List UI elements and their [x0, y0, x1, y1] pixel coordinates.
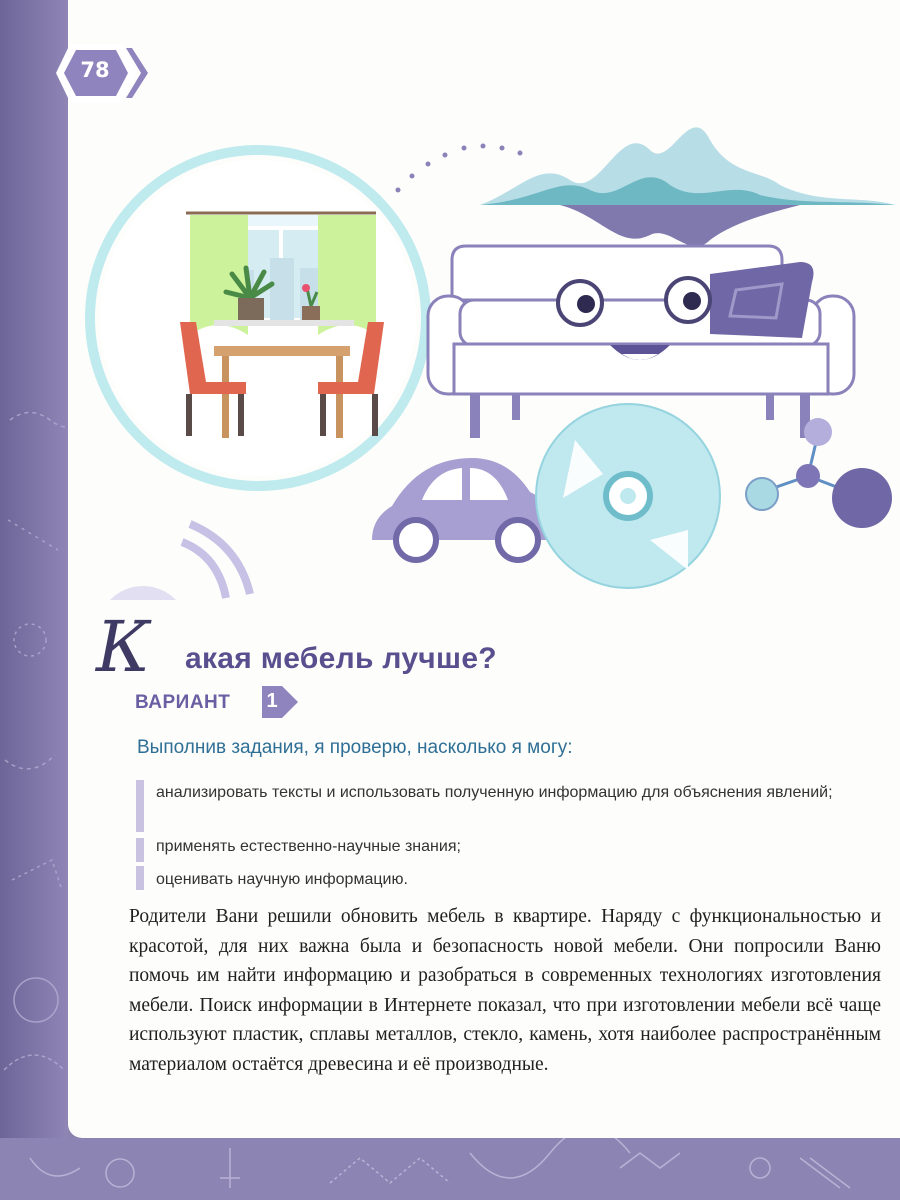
list-item: оценивать научную информацию. [156, 871, 408, 888]
page-number: 78 [80, 58, 110, 82]
intro-text: Выполнив задания, я проверю, насколько я могу: [137, 737, 573, 758]
variant-label: ВАРИАНТ [135, 692, 231, 713]
list-item: анализировать тексты и использовать полученную информацию для объяснения явлений; [156, 784, 833, 801]
disc-icon [536, 404, 720, 588]
bottom-doodles [0, 1138, 900, 1200]
furniture-illustration [68, 0, 900, 600]
heading-initial: К [96, 606, 151, 688]
page-title: акая мебель лучше? [185, 642, 497, 675]
list-item-marker [136, 866, 144, 890]
window-icon [186, 213, 376, 335]
molecule-icon [746, 418, 892, 528]
frame-doodles [0, 0, 68, 1138]
car-icon [372, 458, 556, 560]
list-item: применять естественно-научные знания; [156, 838, 461, 855]
list-item-marker [136, 780, 144, 832]
signal-arcs-icon [182, 524, 250, 598]
dotted-arc-icon [396, 144, 523, 193]
sound-wave-icon [480, 127, 895, 246]
list-item-marker [136, 838, 144, 862]
body-paragraph: Родители Вани решили обновить мебель в квартире. Наряду с функциональностью и красотой, для них важна была и безопасность новой мебели. Они попросили Ваню помочь им найти информацию и разобраться в современных технологиях изготовления мебели. Поиск информации в Интернете показал, что при изготовлении мебели всё чаще используют пластик, сплавы металлов, стекло, камень, хотя наиболее распространённым материалом остаётся древесина и её производные. [129, 906, 881, 1075]
variant-number: 1 [266, 690, 278, 712]
